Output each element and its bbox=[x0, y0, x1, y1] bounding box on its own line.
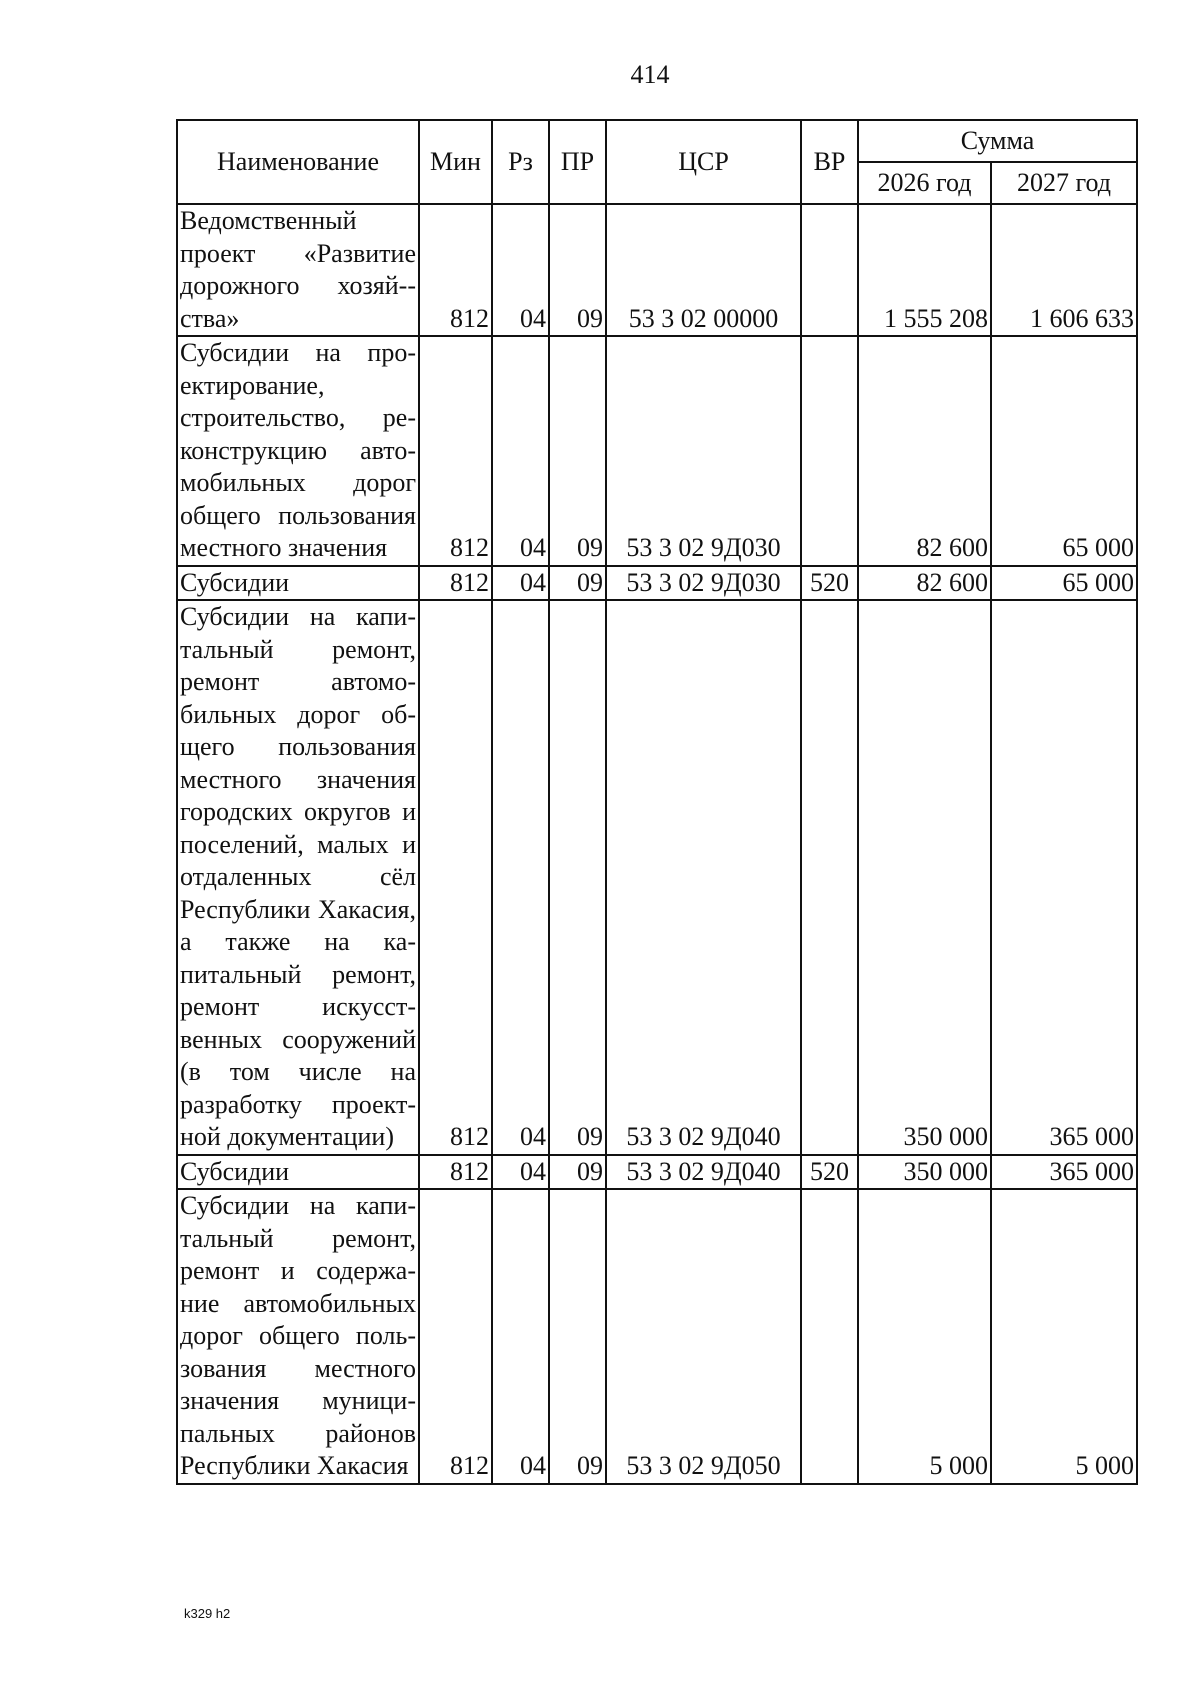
row-sum-2026: 350 000 bbox=[858, 600, 991, 1155]
row-sum-2026: 82 600 bbox=[858, 566, 991, 601]
row-pr: 09 bbox=[549, 1155, 606, 1190]
row-min: 812 bbox=[419, 566, 492, 601]
header-pr: ПР bbox=[549, 120, 606, 204]
header-sum: Сумма bbox=[858, 120, 1137, 162]
row-pr: 09 bbox=[549, 600, 606, 1155]
row-sum-2026: 5 000 bbox=[858, 1189, 991, 1484]
row-vr bbox=[801, 600, 858, 1155]
row-sum-2027: 65 000 bbox=[991, 336, 1137, 566]
table-row bbox=[177, 566, 1137, 601]
footer-code: k329 h2 bbox=[184, 1606, 231, 1621]
table-body bbox=[177, 204, 1137, 1484]
table-row bbox=[177, 204, 1137, 336]
row-vr bbox=[801, 1189, 858, 1484]
row-name: Ведомственный проект «Развитие дорожного хозяй-ства» bbox=[177, 204, 419, 336]
row-vr bbox=[801, 204, 858, 336]
header-min: Мин bbox=[419, 120, 492, 204]
row-csr: 53 3 02 9Д030 bbox=[606, 566, 801, 601]
row-csr: 53 3 02 9Д050 bbox=[606, 1189, 801, 1484]
row-rz: 04 bbox=[492, 600, 549, 1155]
row-min: 812 bbox=[419, 1155, 492, 1190]
row-min: 812 bbox=[419, 600, 492, 1155]
budget-table bbox=[176, 119, 1138, 1485]
row-csr: 53 3 02 9Д040 bbox=[606, 600, 801, 1155]
row-rz: 04 bbox=[492, 336, 549, 566]
header-year-2027: 2027 год bbox=[991, 162, 1137, 204]
row-rz: 04 bbox=[492, 204, 549, 336]
row-csr: 53 3 02 9Д030 bbox=[606, 336, 801, 566]
row-name: Субсидии на проектирование, строительство, реконструкцию автомобильных дорог общего пользования местного значения bbox=[177, 336, 419, 566]
row-pr: 09 bbox=[549, 1189, 606, 1484]
table-row bbox=[177, 336, 1137, 566]
row-sum-2027: 65 000 bbox=[991, 566, 1137, 601]
row-sum-2027: 1 606 633 bbox=[991, 204, 1137, 336]
table-row bbox=[177, 1189, 1137, 1484]
row-sum-2027: 365 000 bbox=[991, 1155, 1137, 1190]
row-vr bbox=[801, 336, 858, 566]
header-year-2026: 2026 год bbox=[858, 162, 991, 204]
page-number: 414 bbox=[630, 60, 670, 89]
row-min: 812 bbox=[419, 336, 492, 566]
header-csr: ЦСР bbox=[606, 120, 801, 204]
header-vr: ВР bbox=[801, 120, 858, 204]
row-sum-2027: 5 000 bbox=[991, 1189, 1137, 1484]
table-header bbox=[177, 120, 1137, 204]
row-sum-2026: 1 555 208 bbox=[858, 204, 991, 336]
row-sum-2027: 365 000 bbox=[991, 600, 1137, 1155]
row-name: Субсидии bbox=[177, 1155, 419, 1190]
row-rz: 04 bbox=[492, 1189, 549, 1484]
row-rz: 04 bbox=[492, 1155, 549, 1190]
row-csr: 53 3 02 9Д040 bbox=[606, 1155, 801, 1190]
header-name: Наименование bbox=[177, 120, 419, 204]
row-name: Субсидии bbox=[177, 566, 419, 601]
row-min: 812 bbox=[419, 1189, 492, 1484]
header-row-top bbox=[177, 120, 1137, 162]
table-row bbox=[177, 1155, 1137, 1190]
row-min: 812 bbox=[419, 204, 492, 336]
row-sum-2026: 350 000 bbox=[858, 1155, 991, 1190]
row-name: Субсидии на капитальный ремонт, ремонт и содержание автомобильных дорог общего пользования местного значения муниципальных районов Республики Хакасия bbox=[177, 1189, 419, 1484]
row-vr: 520 bbox=[801, 1155, 858, 1190]
row-pr: 09 bbox=[549, 204, 606, 336]
row-pr: 09 bbox=[549, 566, 606, 601]
row-csr: 53 3 02 00000 bbox=[606, 204, 801, 336]
row-name: Субсидии на капитальный ремонт, ремонт автомобильных дорог общего пользования местного значения городских округов и поселений, малых и отдаленных сёл Республики Хакасия, а также на капитальный ремонт, ремонт искусственных сооружений (в том числе на разработку проектной документации) bbox=[177, 600, 419, 1155]
row-vr: 520 bbox=[801, 566, 858, 601]
table-row bbox=[177, 600, 1137, 1155]
row-sum-2026: 82 600 bbox=[858, 336, 991, 566]
row-rz: 04 bbox=[492, 566, 549, 601]
row-pr: 09 bbox=[549, 336, 606, 566]
header-rz: Рз bbox=[492, 120, 549, 204]
